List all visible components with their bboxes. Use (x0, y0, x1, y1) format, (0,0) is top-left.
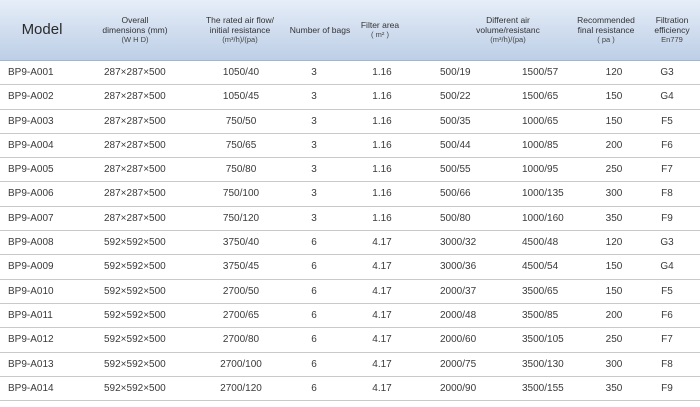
cell-air-volume-low: 500/35 (440, 115, 471, 127)
cell-dimensions: 287×287×500 (104, 164, 166, 176)
cell-efficiency: F7 (661, 334, 673, 346)
cell-rated-air-flow: 750/80 (225, 164, 257, 176)
table-row (0, 110, 700, 134)
cell-air-volume-low: 3000/36 (440, 261, 477, 273)
cell-bags: 6 (311, 358, 317, 370)
cell-dimensions: 592×592×500 (104, 334, 166, 346)
cell-air-volume-high: 3500/105 (522, 334, 564, 346)
cell-air-volume-high: 1500/57 (522, 67, 559, 78)
cell-efficiency: F8 (661, 358, 673, 370)
cell-filter-area: 1.16 (372, 91, 392, 103)
cell-rated-air-flow: 750/50 (225, 115, 257, 127)
cell-efficiency: F6 (661, 309, 673, 321)
cell-air-volume-high: 1000/65 (522, 115, 559, 127)
cell-final-resistance: 300 (605, 358, 623, 370)
cell-air-volume-low: 2000/75 (440, 358, 477, 370)
cell-filter-area: 1.16 (372, 188, 392, 200)
cell-bags: 6 (311, 261, 317, 273)
cell-model: BP9-A014 (8, 382, 54, 394)
table-row (0, 280, 700, 304)
cell-bags: 3 (311, 188, 317, 200)
cell-dimensions: 592×592×500 (104, 237, 166, 249)
table-body (0, 61, 700, 401)
cell-final-resistance: 150 (605, 115, 623, 127)
cell-air-volume-high: 1000/160 (522, 212, 564, 224)
cell-filter-area: 1.16 (372, 67, 392, 78)
cell-filter-area: 1.16 (372, 115, 392, 127)
cell-dimensions: 592×592×500 (104, 285, 166, 297)
cell-rated-air-flow: 2700/80 (222, 334, 260, 346)
cell-rated-air-flow: 1050/45 (222, 91, 260, 103)
header-final-resistance: Recommended final resistance ( pa ) (577, 15, 635, 44)
cell-efficiency: G4 (660, 261, 674, 273)
cell-air-volume-high: 1000/135 (522, 188, 564, 200)
cell-air-volume-high: 3500/155 (522, 382, 564, 394)
cell-filter-area: 4.17 (372, 309, 392, 321)
cell-filter-area: 4.17 (372, 382, 392, 394)
cell-efficiency: F8 (661, 188, 673, 200)
cell-efficiency: F9 (661, 212, 673, 224)
cell-filter-area: 4.17 (372, 237, 392, 249)
cell-final-resistance: 200 (605, 309, 623, 321)
cell-air-volume-low: 2000/37 (440, 285, 477, 297)
cell-bags: 3 (311, 139, 317, 151)
cell-dimensions: 287×287×500 (104, 212, 166, 224)
cell-filter-area: 1.16 (372, 212, 392, 224)
header-overall-dimensions: Overall dimensions (mm) (W H D) (102, 15, 168, 44)
cell-filter-area: 1.16 (372, 139, 392, 151)
cell-filter-area: 4.17 (372, 285, 392, 297)
cell-air-volume-low: 500/66 (440, 188, 471, 200)
cell-dimensions: 592×592×500 (104, 382, 166, 394)
cell-efficiency: F9 (661, 382, 673, 394)
cell-dimensions: 592×592×500 (104, 261, 166, 273)
cell-bags: 3 (311, 67, 317, 78)
table-row (0, 134, 700, 158)
cell-dimensions: 287×287×500 (104, 139, 166, 151)
cell-bags: 6 (311, 334, 317, 346)
table-row (0, 353, 700, 377)
cell-model: BP9-A010 (8, 285, 54, 297)
header-model: Model (21, 21, 63, 38)
cell-final-resistance: 200 (605, 139, 623, 151)
cell-dimensions: 287×287×500 (104, 188, 166, 200)
cell-bags: 3 (311, 91, 317, 103)
cell-model: BP9-A005 (8, 164, 54, 176)
cell-final-resistance: 250 (605, 334, 623, 346)
cell-rated-air-flow: 750/100 (222, 188, 260, 200)
table-row (0, 61, 700, 85)
cell-air-volume-high: 1500/65 (522, 91, 559, 103)
cell-final-resistance: 150 (605, 261, 623, 273)
cell-bags: 3 (311, 164, 317, 176)
header-filtration-efficiency: Filtration efficiency En779 (654, 15, 690, 44)
cell-air-volume-low: 500/19 (440, 67, 471, 78)
cell-efficiency: F5 (661, 115, 673, 127)
cell-efficiency: F7 (661, 164, 673, 176)
table-row (0, 182, 700, 206)
cell-rated-air-flow: 2700/50 (222, 285, 260, 297)
cell-rated-air-flow: 2700/100 (220, 358, 262, 370)
cell-dimensions: 287×287×500 (104, 91, 166, 103)
cell-efficiency: F5 (661, 285, 673, 297)
table-header (0, 0, 700, 61)
header-number-of-bags: Number of bags (289, 25, 351, 35)
cell-air-volume-low: 2000/48 (440, 309, 477, 321)
cell-final-resistance: 300 (605, 188, 623, 200)
cell-model: BP9-A011 (8, 309, 53, 321)
cell-model: BP9-A002 (8, 91, 54, 103)
table-row (0, 255, 700, 279)
cell-bags: 3 (311, 115, 317, 127)
cell-final-resistance: 120 (605, 237, 623, 249)
cell-rated-air-flow: 3750/40 (222, 237, 260, 249)
cell-rated-air-flow: 750/120 (222, 212, 260, 224)
cell-air-volume-high: 1000/95 (522, 164, 559, 176)
cell-air-volume-high: 3500/65 (522, 285, 559, 297)
cell-rated-air-flow: 3750/45 (222, 261, 260, 273)
cell-model: BP9-A003 (8, 115, 54, 127)
header-filter-area: Filter area ( m² ) (360, 20, 400, 39)
header-rated-air-flow: The rated air flow/ initial resistance (m³/h)/(pa) (205, 15, 275, 44)
cell-air-volume-low: 500/55 (440, 164, 471, 176)
cell-filter-area: 4.17 (372, 261, 392, 273)
cell-bags: 6 (311, 309, 317, 321)
cell-air-volume-low: 3000/32 (440, 237, 477, 249)
cell-air-volume-high: 1000/85 (522, 139, 559, 151)
cell-model: BP9-A009 (8, 261, 54, 273)
cell-final-resistance: 150 (605, 91, 623, 103)
cell-dimensions: 592×592×500 (104, 309, 166, 321)
cell-rated-air-flow: 2700/120 (220, 382, 262, 394)
cell-final-resistance: 250 (605, 164, 623, 176)
header-different-air: Different air volume/resistanc (m³/h)/(pa) (476, 15, 540, 44)
cell-air-volume-low: 2000/90 (440, 382, 477, 394)
table-row (0, 158, 700, 182)
cell-air-volume-high: 4500/54 (522, 261, 559, 273)
cell-air-volume-low: 500/22 (440, 91, 471, 103)
cell-model: BP9-A006 (8, 188, 54, 200)
cell-air-volume-low: 500/44 (440, 139, 471, 151)
table-row (0, 85, 700, 109)
cell-final-resistance: 150 (605, 285, 623, 297)
table-row (0, 207, 700, 231)
table-row (0, 377, 700, 401)
cell-efficiency: G3 (660, 237, 674, 249)
cell-bags: 6 (311, 237, 317, 249)
cell-air-volume-high: 4500/48 (522, 237, 559, 249)
cell-model: BP9-A001 (8, 67, 54, 78)
cell-final-resistance: 120 (605, 67, 623, 78)
cell-dimensions: 592×592×500 (104, 358, 166, 370)
table-row (0, 231, 700, 255)
cell-air-volume-high: 3500/130 (522, 358, 564, 370)
cell-filter-area: 4.17 (372, 358, 392, 370)
cell-dimensions: 287×287×500 (104, 67, 166, 78)
cell-model: BP9-A012 (8, 334, 54, 346)
cell-final-resistance: 350 (605, 212, 623, 224)
cell-rated-air-flow: 1050/40 (222, 67, 260, 78)
cell-model: BP9-A008 (8, 237, 54, 249)
cell-model: BP9-A007 (8, 212, 54, 224)
cell-rated-air-flow: 750/65 (225, 139, 257, 151)
cell-final-resistance: 350 (605, 382, 623, 394)
cell-rated-air-flow: 2700/65 (222, 309, 260, 321)
cell-air-volume-high: 3500/85 (522, 309, 559, 321)
cell-air-volume-low: 2000/60 (440, 334, 477, 346)
cell-efficiency: F6 (661, 139, 673, 151)
cell-filter-area: 4.17 (372, 334, 392, 346)
cell-bags: 3 (311, 212, 317, 224)
cell-model: BP9-A013 (8, 358, 54, 370)
cell-efficiency: G3 (660, 67, 674, 78)
cell-filter-area: 1.16 (372, 164, 392, 176)
cell-bags: 6 (311, 382, 317, 394)
cell-dimensions: 287×287×500 (104, 115, 166, 127)
table-row (0, 328, 700, 352)
table-row (0, 304, 700, 328)
cell-bags: 6 (311, 285, 317, 297)
cell-air-volume-low: 500/80 (440, 212, 471, 224)
cell-model: BP9-A004 (8, 139, 54, 151)
cell-efficiency: G4 (660, 91, 674, 103)
